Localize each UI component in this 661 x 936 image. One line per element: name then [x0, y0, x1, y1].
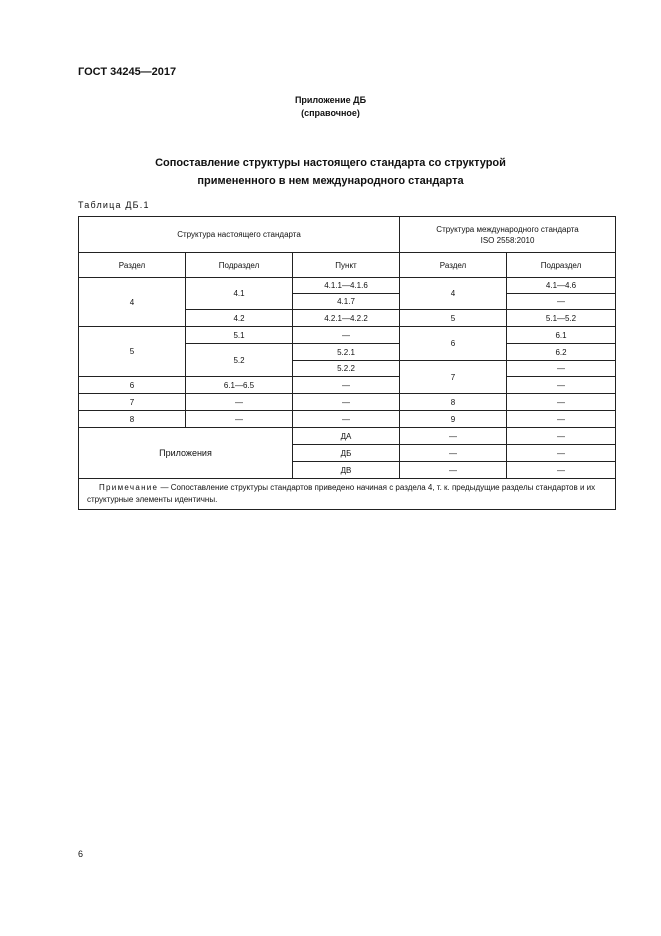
table-cell: — [186, 411, 293, 428]
table-cell: — [400, 445, 507, 462]
table-cell: — [507, 445, 616, 462]
table-cell: ДА [293, 428, 400, 445]
table-cell: — [507, 428, 616, 445]
column-header: Раздел [79, 253, 186, 278]
table-cell: 5.1—5.2 [507, 310, 616, 327]
table-cell: 9 [400, 411, 507, 428]
table-cell: 5 [400, 310, 507, 327]
table-cell: — [400, 428, 507, 445]
table-cell: 8 [79, 411, 186, 428]
table-cell: 5.2 [186, 344, 293, 377]
table-column-header-row [79, 253, 616, 278]
table-cell: — [293, 411, 400, 428]
document-title [0, 154, 661, 190]
table-cell: 4 [79, 278, 186, 327]
note-label: Примечание [99, 483, 159, 492]
column-header: Подраздел [186, 253, 293, 278]
table-cell: 5.1 [186, 327, 293, 344]
table-cell: — [507, 377, 616, 394]
table-cell: 4.1.7 [293, 294, 400, 310]
table-cell: 4.2 [186, 310, 293, 327]
comparison-table [78, 216, 616, 510]
table-cell: — [507, 462, 616, 479]
table-caption: Таблица ДБ.1 [78, 200, 150, 210]
table-row [79, 394, 616, 411]
document-title-line1: Сопоставление структуры настоящего стандарта со структурой [155, 157, 506, 169]
table-row [79, 377, 616, 394]
table-cell: ДБ [293, 445, 400, 462]
document-title-line2: примененного в нем международного стандарта [197, 175, 464, 187]
annex-subtitle: (справочное) [301, 108, 360, 118]
table-note [79, 479, 616, 510]
table-cell: 4.1—4.6 [507, 278, 616, 294]
table-cell: 4.2.1—4.2.2 [293, 310, 400, 327]
column-header: Раздел [400, 253, 507, 278]
document-header: ГОСТ 34245—2017 [78, 66, 177, 78]
table-group-header-row [79, 217, 616, 253]
table-row [79, 428, 616, 445]
table-cell: — [507, 361, 616, 377]
table-cell: 5.2.2 [293, 361, 400, 377]
annex-title: Приложение ДБ [294, 95, 367, 105]
annex-heading [0, 94, 661, 120]
table-cell: 4 [400, 278, 507, 310]
table-cell: 6 [400, 327, 507, 361]
table-cell: — [507, 394, 616, 411]
table-cell: 5.2.1 [293, 344, 400, 361]
table-cell: 6.2 [507, 344, 616, 361]
table-cell-annexes: Приложения [79, 428, 293, 479]
column-header: Пункт [293, 253, 400, 278]
note-text: — Сопоставление структуры стандартов приведено начиная с раздела 4, т. к. предыдущие разделы стандартов и их структурные элементы идентичны. [87, 483, 596, 504]
header-intl-line1: Структура международного стандарта [436, 224, 579, 234]
table-cell: — [507, 294, 616, 310]
header-intl-standard [400, 217, 616, 253]
table-cell: 6 [79, 377, 186, 394]
table-row [79, 327, 616, 344]
table-cell: 4.1 [186, 278, 293, 310]
table-cell: 8 [400, 394, 507, 411]
table-cell: ДВ [293, 462, 400, 479]
table-cell: — [400, 462, 507, 479]
table-cell: — [507, 411, 616, 428]
column-header: Подраздел [507, 253, 616, 278]
table-cell: 7 [400, 361, 507, 394]
header-intl-line2: ISO 2558:2010 [480, 235, 535, 245]
table-cell: 6.1 [507, 327, 616, 344]
table-cell: — [293, 327, 400, 344]
table-cell: 6.1—6.5 [186, 377, 293, 394]
table-cell: 4.1.1—4.1.6 [293, 278, 400, 294]
page-number: 6 [78, 849, 84, 859]
table-cell: — [186, 394, 293, 411]
table-cell: — [293, 394, 400, 411]
table-cell: 5 [79, 327, 186, 377]
table-row [79, 278, 616, 294]
header-this-standard: Структура настоящего стандарта [79, 217, 400, 253]
table-note-row [79, 479, 616, 510]
table-cell: 7 [79, 394, 186, 411]
table-cell: — [293, 377, 400, 394]
table-row [79, 411, 616, 428]
